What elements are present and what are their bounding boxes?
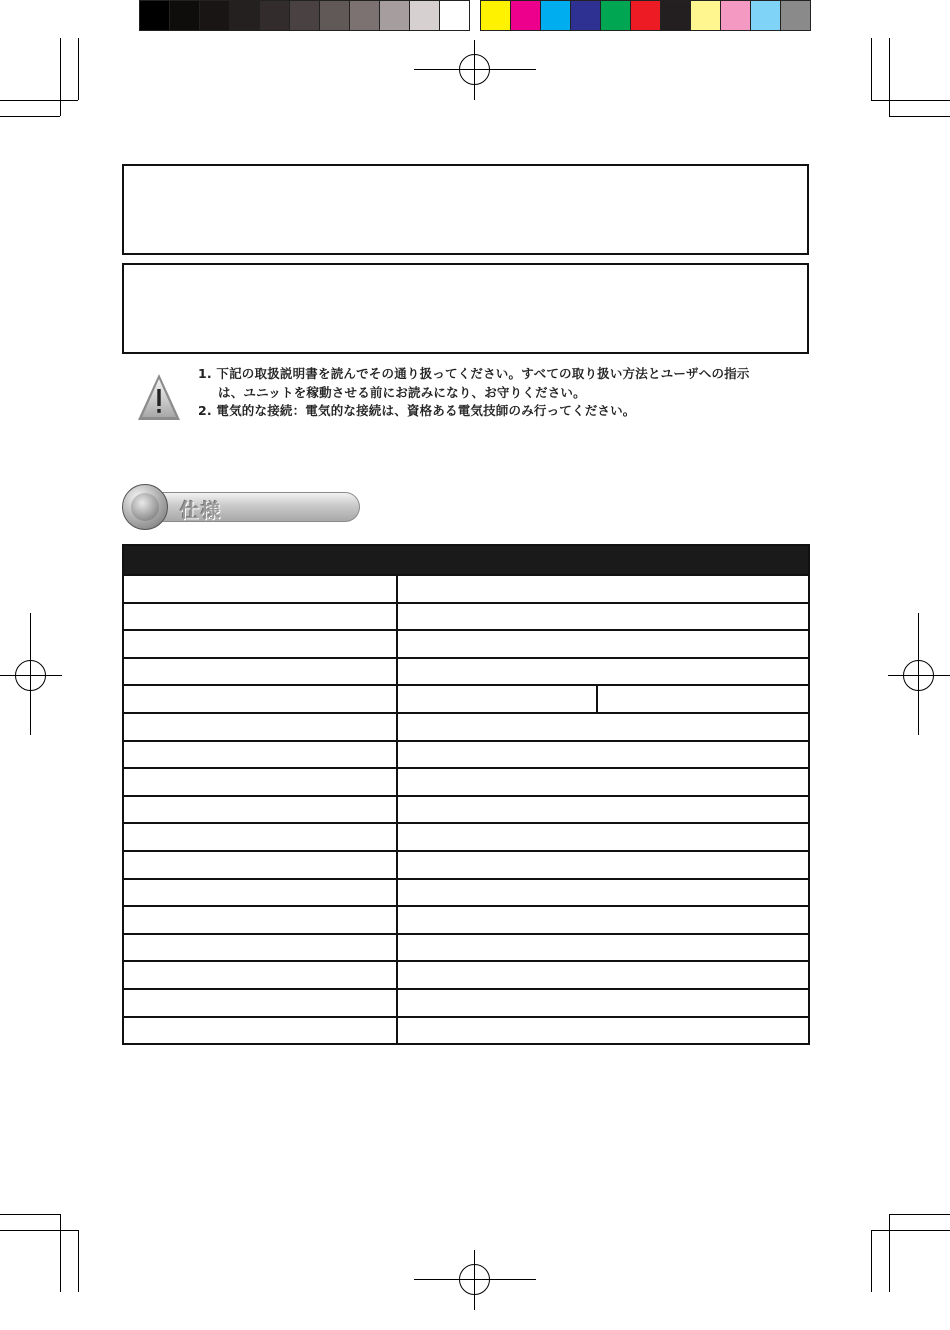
table-cell-value bbox=[397, 796, 809, 824]
table-cell-label bbox=[123, 989, 397, 1017]
table-cell-label bbox=[123, 823, 397, 851]
table-cell bbox=[123, 685, 397, 713]
table-row bbox=[123, 851, 809, 879]
table-row bbox=[123, 796, 809, 824]
crop-mark-top-right-h2 bbox=[889, 116, 950, 117]
table-cell-label bbox=[123, 851, 397, 879]
warning-line-3: 2. 電気的な接続：電気的な接続は、資格ある電気技師のみ行ってください。 bbox=[198, 403, 636, 418]
gray-swatch-5 bbox=[259, 0, 290, 31]
color-swatch-2 bbox=[510, 0, 541, 31]
table-cell-value bbox=[397, 658, 809, 686]
table-cell-value bbox=[397, 603, 809, 631]
table-cell-value bbox=[397, 851, 809, 879]
table-cell-label bbox=[123, 603, 397, 631]
table-cell-label bbox=[123, 630, 397, 658]
color-swatch-11 bbox=[780, 0, 811, 31]
table-row bbox=[123, 1017, 809, 1045]
gray-swatch-2 bbox=[169, 0, 200, 31]
color-swatch-9 bbox=[720, 0, 751, 31]
warning-line-2: は、ユニットを稼動させる前にお読みになり、お守りください。 bbox=[218, 385, 586, 400]
table-row bbox=[123, 575, 809, 603]
table-cell-label bbox=[123, 713, 397, 741]
table-row bbox=[123, 823, 809, 851]
gray-swatch-7 bbox=[319, 0, 350, 31]
table-row bbox=[123, 989, 809, 1017]
table-row bbox=[123, 906, 809, 934]
table-row bbox=[123, 685, 809, 713]
gray-swatch-4 bbox=[229, 0, 260, 31]
table-cell-label bbox=[123, 906, 397, 934]
color-swatch-5 bbox=[600, 0, 631, 31]
table-cell-value bbox=[397, 989, 809, 1017]
crop-mark-top-left-h2 bbox=[0, 116, 60, 117]
table-cell-value bbox=[397, 823, 809, 851]
color-swatch-4 bbox=[570, 0, 601, 31]
gray-swatch-8 bbox=[349, 0, 380, 31]
color-swatch-6 bbox=[630, 0, 661, 31]
table-row bbox=[123, 768, 809, 796]
table-cell-label bbox=[123, 934, 397, 962]
table-row bbox=[123, 741, 809, 769]
notice-box-2 bbox=[122, 263, 809, 354]
crop-mark-bottom-left-v bbox=[60, 1214, 61, 1292]
color-swatch-10 bbox=[750, 0, 781, 31]
table-row bbox=[123, 879, 809, 907]
gray-swatch-9 bbox=[379, 0, 410, 31]
table-row bbox=[123, 603, 809, 631]
crop-mark-bottom-left-v2 bbox=[78, 1230, 79, 1292]
crop-mark-bottom-right-v bbox=[871, 1230, 872, 1292]
table-cell-value bbox=[397, 961, 809, 989]
crop-mark-top-left-v2 bbox=[78, 38, 79, 100]
table-cell-label bbox=[123, 961, 397, 989]
crop-mark-bottom-right-h2 bbox=[871, 1230, 950, 1231]
table-cell-value bbox=[397, 906, 809, 934]
table-cell bbox=[397, 685, 597, 713]
crop-mark-top-left-v bbox=[60, 38, 61, 116]
warning-line-1: 1. 下記の取扱説明書を読んでその通り扱ってください。すべての取り扱い方法とユーザへの指示 bbox=[198, 366, 750, 381]
table-cell-value bbox=[397, 630, 809, 658]
gray-swatch-11 bbox=[439, 0, 470, 31]
color-swatch-7 bbox=[660, 0, 691, 31]
color-swatch-3 bbox=[540, 0, 571, 31]
crop-mark-bottom-right-h bbox=[889, 1214, 950, 1215]
table-cell-label bbox=[123, 879, 397, 907]
table-cell-label bbox=[123, 768, 397, 796]
crop-mark-top-left-h bbox=[0, 100, 78, 101]
color-swatch-1 bbox=[480, 0, 511, 31]
table-cell-label bbox=[123, 658, 397, 686]
crop-mark-bottom-left-h2 bbox=[0, 1230, 78, 1231]
crop-mark-top-right-h bbox=[871, 100, 950, 101]
table-cell bbox=[597, 685, 809, 713]
table-cell-label bbox=[123, 796, 397, 824]
gray-swatch-10 bbox=[409, 0, 440, 31]
crop-mark-bottom-right-v2 bbox=[889, 1214, 890, 1292]
table-row bbox=[123, 713, 809, 741]
gray-swatch-3 bbox=[199, 0, 230, 31]
crop-mark-bottom-left-h bbox=[0, 1214, 60, 1215]
table-row bbox=[123, 658, 809, 686]
table-cell-value bbox=[397, 1017, 809, 1045]
table-cell-value bbox=[397, 741, 809, 769]
table-cell-value bbox=[397, 713, 809, 741]
table-cell-label bbox=[123, 575, 397, 603]
gray-swatch-6 bbox=[289, 0, 320, 31]
spec-table bbox=[122, 544, 810, 1045]
table-row bbox=[123, 961, 809, 989]
spec-heading-title: 仕様 bbox=[180, 500, 223, 522]
color-swatch-8 bbox=[690, 0, 721, 31]
table-row bbox=[123, 630, 809, 658]
warning-triangle-icon bbox=[136, 372, 182, 424]
table-cell-label bbox=[123, 1017, 397, 1045]
notice-box-1 bbox=[122, 164, 809, 255]
gray-swatch-1 bbox=[139, 0, 170, 31]
table-cell-value bbox=[397, 575, 809, 603]
table-row bbox=[123, 934, 809, 962]
table-cell-label bbox=[123, 741, 397, 769]
table-cell-value bbox=[397, 934, 809, 962]
spec-table-header-row bbox=[123, 545, 809, 575]
spec-table-header-cell bbox=[123, 545, 809, 575]
crop-mark-top-right-v bbox=[871, 38, 872, 100]
crop-mark-top-right-v2 bbox=[889, 38, 890, 116]
table-cell-value bbox=[397, 768, 809, 796]
table-cell-value bbox=[397, 879, 809, 907]
